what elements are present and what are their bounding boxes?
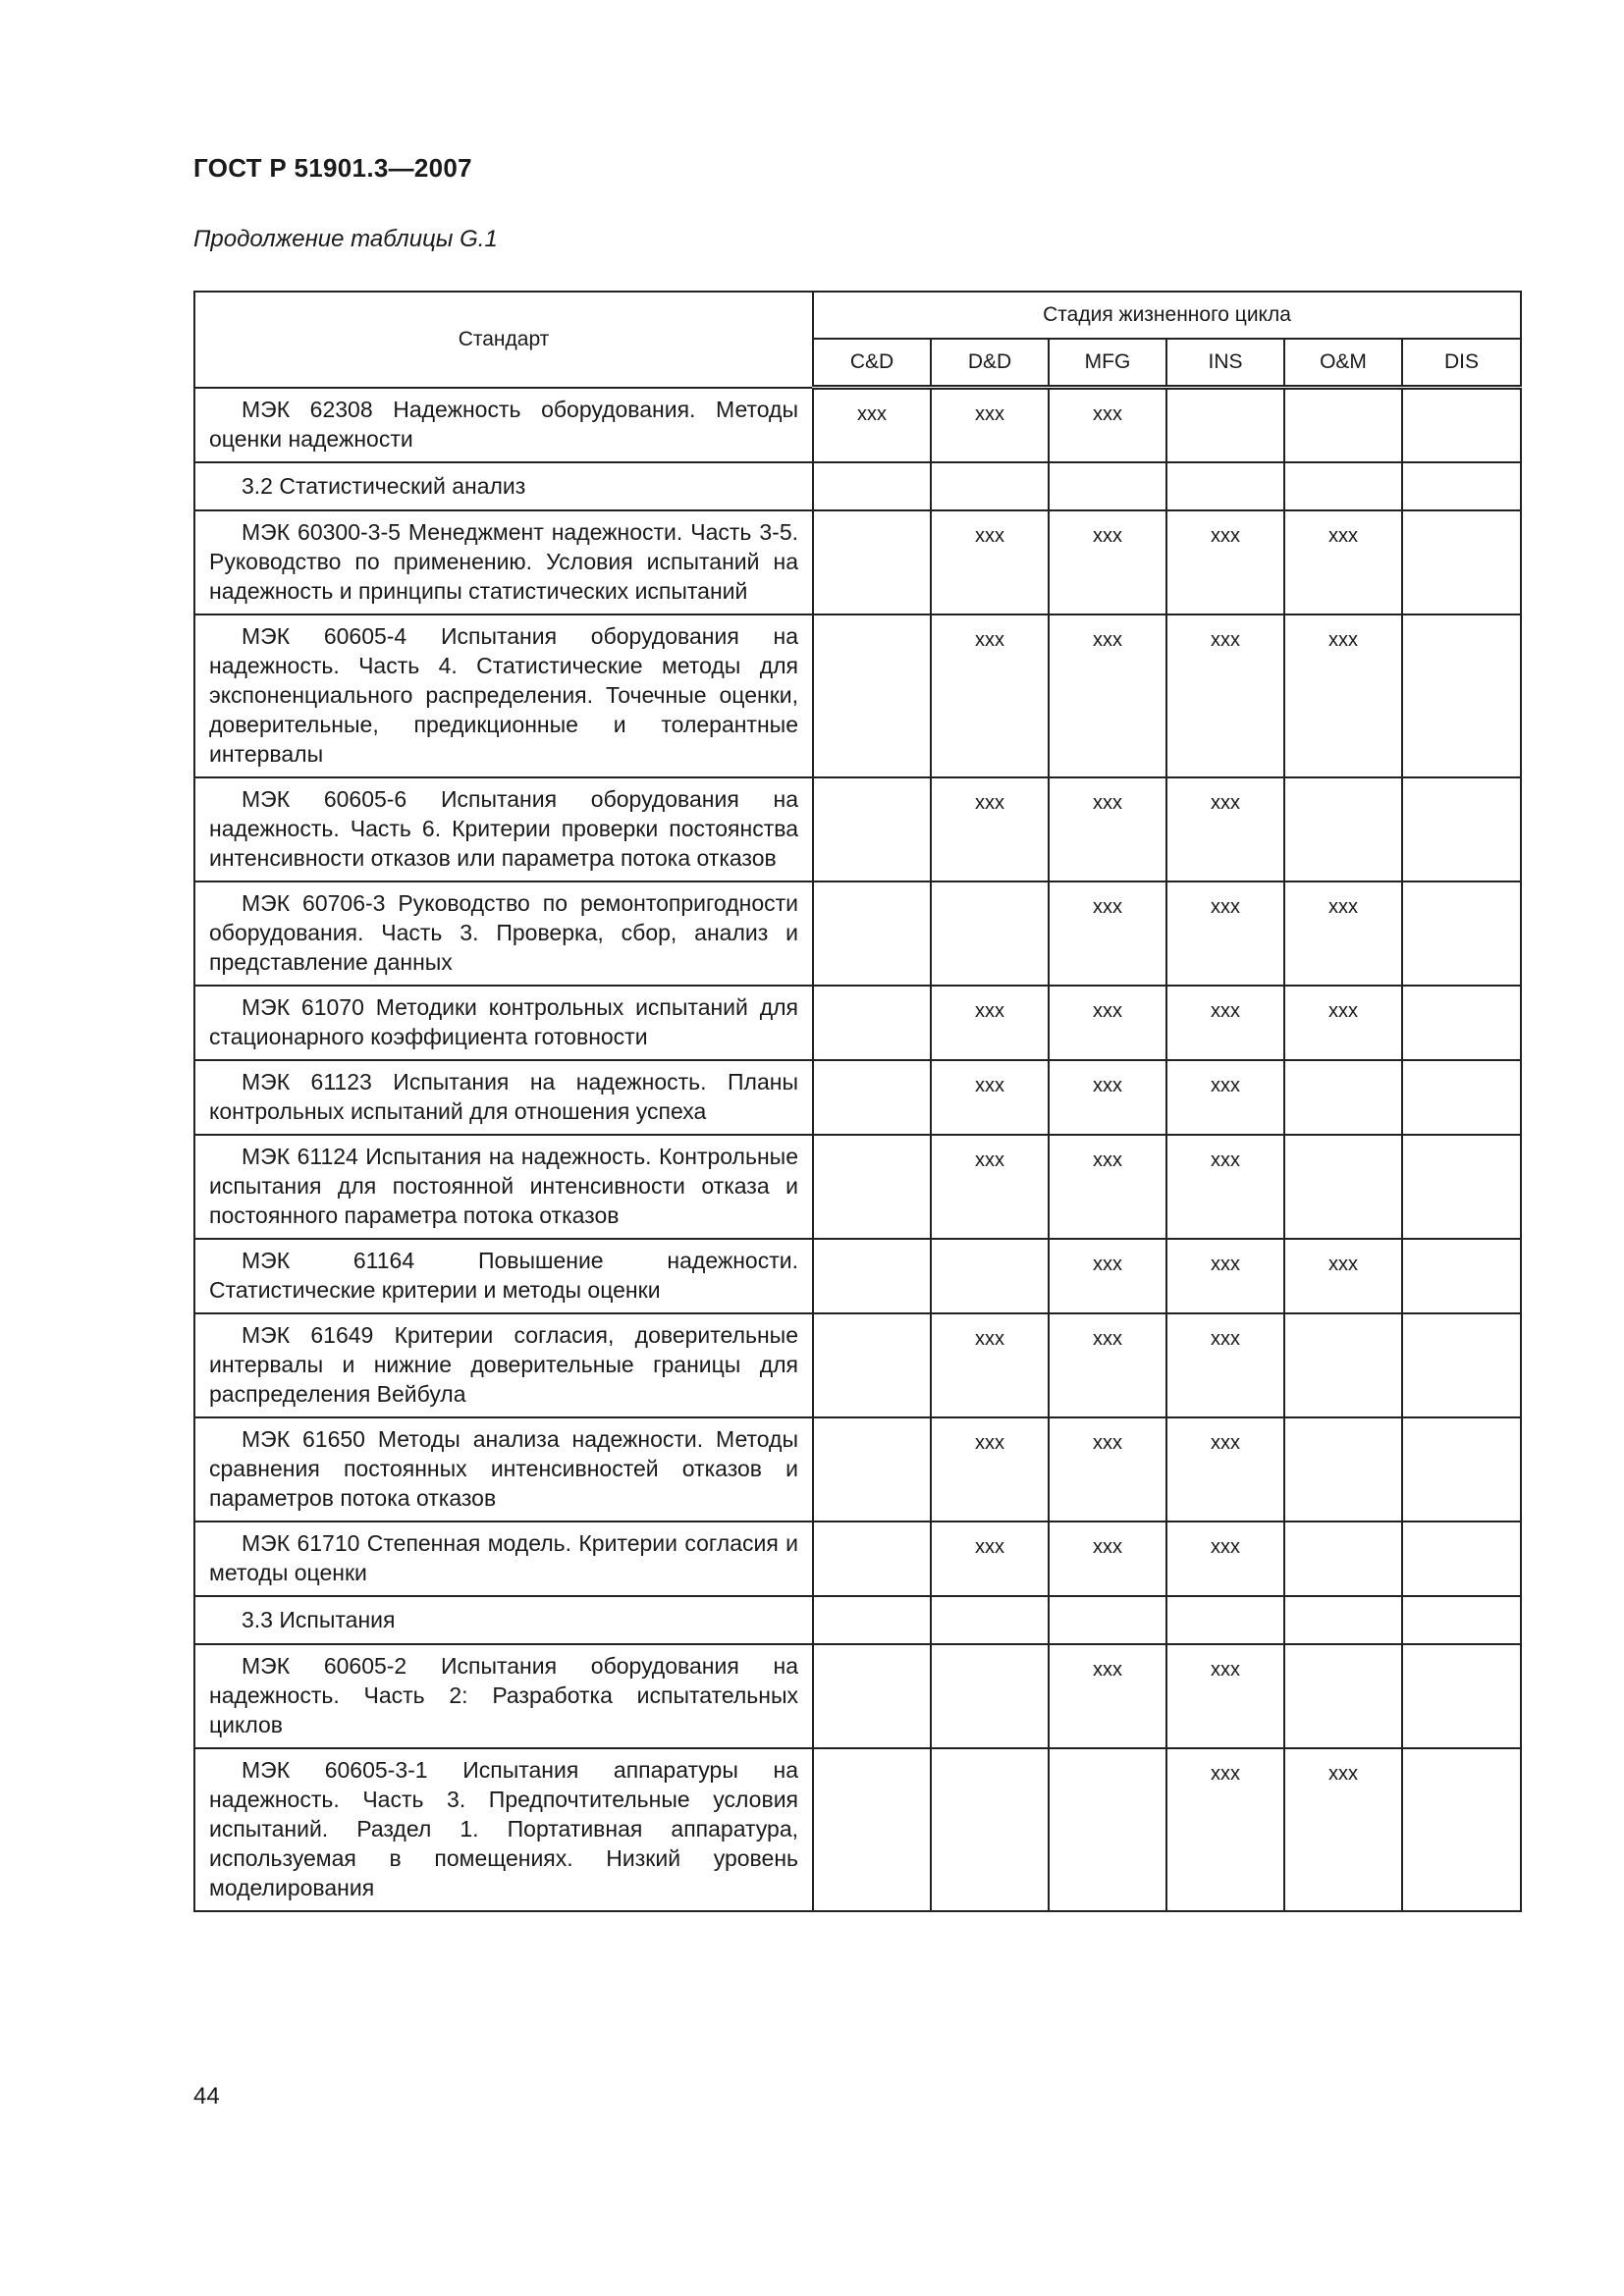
- stage-mark: xxx: [931, 388, 1049, 462]
- standard-cell: [194, 777, 813, 881]
- column-header-lifecycle: Стадия жизненного цикла: [813, 292, 1521, 339]
- stage-cell: [1402, 462, 1521, 510]
- table-row: [194, 1135, 1521, 1239]
- standard-title: МЭК 60300-3-5 Менеджмент надежности. Часть 3-5. Руководство по применению. Условия испытаний на надежность и принципы статистических испытаний: [209, 518, 798, 604]
- stage-mark: xxx: [1284, 881, 1402, 986]
- stage-mark: [1402, 388, 1521, 462]
- section-title-text: 3.3 Испытания: [242, 1606, 396, 1632]
- standard-cell: [194, 1748, 813, 1911]
- stage-mark: [1402, 1644, 1521, 1748]
- stage-mark: [813, 881, 931, 986]
- stage-header: DIS: [1402, 339, 1521, 388]
- stage-mark: xxx: [1049, 986, 1166, 1060]
- table-body: [194, 388, 1521, 1911]
- stage-header: INS: [1166, 339, 1284, 388]
- table-row: [194, 1748, 1521, 1911]
- stage-mark: xxx: [1049, 777, 1166, 881]
- standard-title: МЭК 61123 Испытания на надежность. Планы контрольных испытаний для отношения успеха: [209, 1068, 798, 1124]
- stage-mark: xxx: [1049, 1135, 1166, 1239]
- stage-mark: [813, 1135, 931, 1239]
- stage-mark: xxx: [1166, 1313, 1284, 1417]
- standard-title: МЭК 61710 Степенная модель. Критерии согласия и методы оценки: [209, 1529, 798, 1585]
- standard-title: МЭК 60605-2 Испытания оборудования на надежность. Часть 2: Разработка испытательных циклов: [209, 1652, 798, 1737]
- stage-mark: [1402, 1313, 1521, 1417]
- stage-mark: xxx: [813, 388, 931, 462]
- stage-mark: xxx: [1166, 614, 1284, 777]
- stage-mark: xxx: [1049, 1060, 1166, 1135]
- stage-mark: xxx: [931, 777, 1049, 881]
- stage-mark: xxx: [1049, 1417, 1166, 1522]
- stage-mark: xxx: [1284, 1239, 1402, 1313]
- standard-cell: [194, 1522, 813, 1596]
- table-row: [194, 1644, 1521, 1748]
- stage-mark: [1402, 881, 1521, 986]
- section-row: [194, 462, 1521, 510]
- table-row: [194, 777, 1521, 881]
- stage-cell: [1166, 462, 1284, 510]
- stage-mark: [1402, 777, 1521, 881]
- stage-mark: [813, 777, 931, 881]
- stage-mark: [813, 1644, 931, 1748]
- stage-mark: xxx: [931, 510, 1049, 614]
- stage-cell: [1049, 462, 1166, 510]
- stage-mark: [813, 1417, 931, 1522]
- stage-mark: xxx: [1284, 510, 1402, 614]
- standard-cell: [194, 1417, 813, 1522]
- stage-mark: [813, 614, 931, 777]
- standard-title: МЭК 62308 Надежность оборудования. Методы оценки надежности: [209, 396, 798, 452]
- standard-cell: [194, 614, 813, 777]
- stage-mark: xxx: [931, 1060, 1049, 1135]
- table-row: [194, 1239, 1521, 1313]
- stage-mark: xxx: [1166, 1060, 1284, 1135]
- stage-mark: xxx: [1166, 986, 1284, 1060]
- section-row: [194, 1596, 1521, 1644]
- stage-header: O&M: [1284, 339, 1402, 388]
- stage-mark: [1284, 1644, 1402, 1748]
- stage-header: D&D: [931, 339, 1049, 388]
- standard-cell: [194, 1644, 813, 1748]
- stage-mark: [1284, 388, 1402, 462]
- standard-cell: [194, 388, 813, 462]
- section-title: [194, 462, 813, 510]
- stage-mark: xxx: [1284, 1748, 1402, 1911]
- stage-mark: [1402, 614, 1521, 777]
- stage-mark: xxx: [931, 986, 1049, 1060]
- standard-title: МЭК 61650 Методы анализа надежности. Методы сравнения постоянных интенсивностей отказов и параметров потока отказов: [209, 1425, 798, 1511]
- stage-mark: xxx: [1166, 1748, 1284, 1911]
- stage-mark: [1166, 388, 1284, 462]
- stage-mark: [931, 1748, 1049, 1911]
- stage-mark: xxx: [931, 614, 1049, 777]
- stage-mark: [813, 1313, 931, 1417]
- stage-mark: [931, 881, 1049, 986]
- stage-mark: xxx: [931, 1417, 1049, 1522]
- table-row: [194, 881, 1521, 986]
- stage-header: C&D: [813, 339, 931, 388]
- standard-title: МЭК 60605-4 Испытания оборудования на надежность. Часть 4. Статистические методы для экспоненциального распределения. Точечные оценки, доверительные, предикционные и толерантные интервалы: [209, 622, 798, 767]
- section-title-text: 3.2 Статистический анализ: [242, 472, 526, 499]
- stage-mark: xxx: [1166, 1417, 1284, 1522]
- stage-mark: xxx: [1166, 1239, 1284, 1313]
- stage-mark: [813, 1239, 931, 1313]
- section-title: [194, 1596, 813, 1644]
- stage-mark: [813, 510, 931, 614]
- stage-mark: [931, 1239, 1049, 1313]
- stage-cell: [1284, 462, 1402, 510]
- stage-cell: [1402, 1596, 1521, 1644]
- standard-cell: [194, 881, 813, 986]
- standard-title: МЭК 61070 Методики контрольных испытаний для стационарного коэффициента готовности: [209, 993, 798, 1049]
- stage-cell: [1284, 1596, 1402, 1644]
- stage-mark: xxx: [931, 1522, 1049, 1596]
- stage-mark: xxx: [1049, 1239, 1166, 1313]
- stage-mark: [1049, 1748, 1166, 1911]
- stage-mark: [813, 1060, 931, 1135]
- stage-mark: [1402, 1748, 1521, 1911]
- table-row: [194, 1060, 1521, 1135]
- stage-mark: [813, 986, 931, 1060]
- standard-cell: [194, 1135, 813, 1239]
- stage-mark: [1284, 777, 1402, 881]
- stage-mark: xxx: [1166, 777, 1284, 881]
- page-number: 44: [193, 2083, 220, 2109]
- standard-cell: [194, 986, 813, 1060]
- table-row: [194, 1522, 1521, 1596]
- stage-cell: [931, 1596, 1049, 1644]
- stage-mark: xxx: [1284, 614, 1402, 777]
- stage-mark: xxx: [931, 1313, 1049, 1417]
- standards-table: [193, 291, 1522, 1912]
- stage-mark: [813, 1522, 931, 1596]
- stage-mark: xxx: [1166, 1644, 1284, 1748]
- stage-mark: [1402, 986, 1521, 1060]
- standard-cell: [194, 1239, 813, 1313]
- stage-mark: xxx: [1049, 881, 1166, 986]
- standard-title: МЭК 61124 Испытания на надежность. Контрольные испытания для постоянной интенсивности отказа и постоянного параметра потока отказов: [209, 1143, 798, 1228]
- stage-cell: [813, 1596, 931, 1644]
- stage-cell: [813, 462, 931, 510]
- header-row: [194, 292, 1521, 339]
- standard-cell: [194, 1313, 813, 1417]
- stage-mark: [1402, 1522, 1521, 1596]
- standard-cell: [194, 510, 813, 614]
- stage-mark: [1402, 1417, 1521, 1522]
- stage-mark: [1284, 1060, 1402, 1135]
- stage-mark: xxx: [931, 1135, 1049, 1239]
- stage-mark: [1284, 1522, 1402, 1596]
- column-header-standard: Стандарт: [194, 292, 813, 388]
- stage-mark: xxx: [1166, 1522, 1284, 1596]
- stage-mark: [1402, 1060, 1521, 1135]
- standard-title: МЭК 60706-3 Руководство по ремонтопригодности оборудования. Часть 3. Проверка, сбор, анализ и представление данных: [209, 889, 798, 975]
- stage-mark: [1284, 1135, 1402, 1239]
- stage-mark: xxx: [1166, 881, 1284, 986]
- stage-mark: xxx: [1049, 388, 1166, 462]
- table-row: [194, 388, 1521, 462]
- document-code: ГОСТ Р 51901.3—2007: [193, 153, 472, 183]
- stage-mark: [813, 1748, 931, 1911]
- stage-mark: xxx: [1049, 510, 1166, 614]
- standard-title: МЭК 60605-6 Испытания оборудования на надежность. Часть 6. Критерии проверки постоянства интенсивности отказов или параметра потока отказов: [209, 785, 798, 871]
- stage-mark: xxx: [1049, 1522, 1166, 1596]
- stage-mark: xxx: [1166, 1135, 1284, 1239]
- standard-title: МЭК 61164 Повышение надежности. Статистические критерии и методы оценки: [209, 1247, 798, 1303]
- stage-mark: [1402, 1135, 1521, 1239]
- table-row: [194, 510, 1521, 614]
- stage-mark: [1402, 510, 1521, 614]
- stage-mark: [1284, 1417, 1402, 1522]
- stage-cell: [931, 462, 1049, 510]
- stage-mark: xxx: [1284, 986, 1402, 1060]
- stage-header: MFG: [1049, 339, 1166, 388]
- table-row: [194, 986, 1521, 1060]
- standard-title: МЭК 61649 Критерии согласия, доверительные интервалы и нижние доверительные границы для распределения Вейбула: [209, 1321, 798, 1407]
- standard-title: МЭК 60605-3-1 Испытания аппаратуры на надежность. Часть 3. Предпочтительные условия испытаний. Раздел 1. Портативная аппаратура, используемая в помещениях. Низкий уровень моделирования: [209, 1756, 798, 1900]
- table-row: [194, 614, 1521, 777]
- stage-cell: [1049, 1596, 1166, 1644]
- table-caption: Продолжение таблицы G.1: [193, 226, 498, 252]
- stage-cell: [1166, 1596, 1284, 1644]
- table-row: [194, 1417, 1521, 1522]
- stage-mark: xxx: [1049, 614, 1166, 777]
- stage-mark: xxx: [1049, 1313, 1166, 1417]
- stage-mark: xxx: [1166, 510, 1284, 614]
- table-row: [194, 1313, 1521, 1417]
- stage-mark: [1402, 1239, 1521, 1313]
- standard-cell: [194, 1060, 813, 1135]
- stage-mark: xxx: [1049, 1644, 1166, 1748]
- stage-mark: [931, 1644, 1049, 1748]
- stage-mark: [1284, 1313, 1402, 1417]
